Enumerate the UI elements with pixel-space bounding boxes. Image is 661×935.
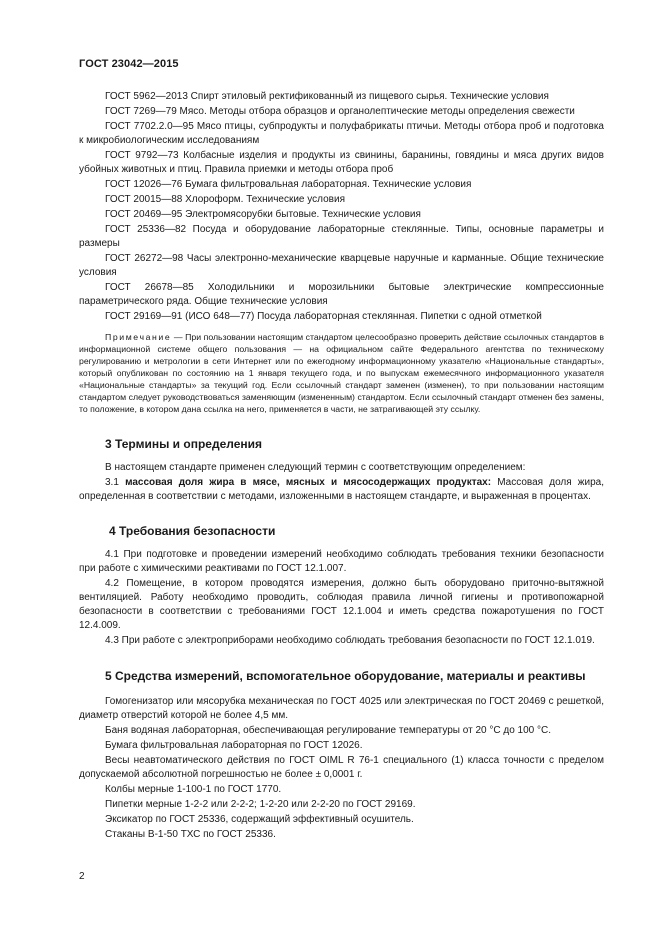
reference-item: ГОСТ 29169—91 (ИСО 648—77) Посуда лабораторная стеклянная. Пипетки с одной отметкой	[105, 311, 542, 322]
equipment-item: Эксикатор по ГОСТ 25336, содержащий эффективный осушитель.	[105, 814, 414, 825]
section-4-heading: 4 Требования безопасности	[109, 524, 276, 538]
equipment-item: Баня водяная лабораторная, обеспечивающая регулирование температуры от 20 °С до 100 °С.	[105, 725, 552, 736]
term-number: 3.1	[105, 477, 119, 488]
reference-item: ГОСТ 7702.2.0—95 Мясо птицы, субпродукты и полуфабрикаты птичьи. Методы отбора проб и подготовка к микробиологическим исследованиям	[79, 121, 604, 146]
reference-item: ГОСТ 20469—95 Электромясорубки бытовые. Технические условия	[105, 209, 421, 220]
term-definition	[79, 476, 604, 504]
term-name: массовая доля жира в мясе, мясных и мясосодержащих продуктах:	[125, 477, 492, 488]
equipment-item: Весы неавтоматического действия по ГОСТ OIML R 76-1 специального (1) класса точности с пределом допускаемой абсолютной погрешностью не более ± 0,0001 г.	[79, 755, 604, 780]
page-number: 2	[79, 871, 85, 882]
reference-item: ГОСТ 7269—79 Мясо. Методы отбора образцов и органолептические методы определения свежести	[105, 106, 575, 117]
page-content	[79, 90, 604, 843]
reference-item: ГОСТ 9792—73 Колбасные изделия и продукты из свинины, баранины, говядины и мяса других видов убойных животных и птиц. Правила приемки и методы отбора проб	[79, 150, 604, 175]
note-paragraph	[79, 331, 604, 415]
equipment-item: Гомогенизатор или мясорубка механическая по ГОСТ 4025 или электрическая по ГОСТ 20469 с решеткой, диаметр отверстий которой не более 4,5 мм.	[79, 696, 604, 721]
equipment-item: Пипетки мерные 1-2-2 или 2-2-2; 1-2-20 или 2-2-20 по ГОСТ 29169.	[105, 799, 416, 810]
term-definition-text: Массовая доля жира, определенная в соответствии с методами, изложенными в настоящем стандарте, и выраженная в процентах.	[79, 477, 604, 502]
reference-item: ГОСТ 26678—85 Холодильники и морозильники бытовые электрические компрессионные параметрического ряда. Общие технические условия	[79, 282, 604, 307]
section-5-heading: 5 Средства измерений, вспомогательное оборудование, материалы и реактивы	[105, 669, 586, 683]
equipment-item: Бумага фильтровальная лабораторная по ГОСТ 12026.	[105, 740, 363, 751]
section-3-heading: 3 Термины и определения	[105, 437, 263, 451]
normative-references-list	[79, 90, 604, 324]
equipment-item: Колбы мерные 1-100-1 по ГОСТ 1770.	[105, 784, 282, 795]
reference-item: ГОСТ 20015—88 Хлороформ. Технические условия	[105, 194, 345, 205]
safety-item: 4.2 Помещение, в котором проводятся измерения, должно быть оборудовано приточно-вытяжной вентиляцией. Работу необходимо проводить, соблюдая правила личной гигиены и противопожарной безопасности в соответствии с требованиями ГОСТ 12.1.004 и иметь средства пожаротушения по ГОСТ 12.4.009.	[79, 578, 604, 631]
section-3-intro: В настоящем стандарте применен следующий термин с соответствующим определением:	[105, 462, 526, 473]
equipment-item: Стаканы В-1-50 ТХС по ГОСТ 25336.	[105, 829, 276, 840]
reference-item: ГОСТ 12026—76 Бумага фильтровальная лабораторная. Технические условия	[105, 179, 472, 190]
document-header: ГОСТ 23042—2015	[79, 58, 179, 70]
note-text: — При пользовании настоящим стандартом целесообразно проверить действие ссылочных стандартов в информационной системе общего пользования — на официальном сайте Федерального агентства по техническому регулированию и метрологии в сети Интернет или по ежегодному информационному указателю «Национальные стандарты», который опубликован по состоянию на 1 января текущего года, и по выпускам ежемесячного информационного указателя «Национальные стандарты» за текущий год. Если ссылочный стандарт заменен (изменен), то при пользовании настоящим стандартом следует руководствоваться заменяющим (измененным) стандартом. Если ссылочный стандарт отменен без замены, то положение, в котором дана ссылка на него, применяется в части, не затрагивающей эту ссылку.	[79, 332, 604, 414]
reference-item: ГОСТ 25336—82 Посуда и оборудование лабораторные стеклянные. Типы, основные параметры и размеры	[79, 224, 604, 249]
note-label: Примечание	[105, 332, 172, 342]
reference-item: ГОСТ 5962—2013 Спирт этиловый ректификованный из пищевого сырья. Технические условия	[105, 91, 549, 102]
safety-item: 4.1 При подготовке и проведении измерений необходимо соблюдать требования техники безопасности при работе с химическими реактивами по ГОСТ 12.1.007.	[79, 549, 604, 574]
reference-item: ГОСТ 26272—98 Часы электронно-механические кварцевые наручные и карманные. Общие технические условия	[79, 253, 604, 278]
safety-item: 4.3 При работе с электроприборами необходимо соблюдать требования безопасности по ГОСТ 12.1.019.	[105, 635, 595, 646]
